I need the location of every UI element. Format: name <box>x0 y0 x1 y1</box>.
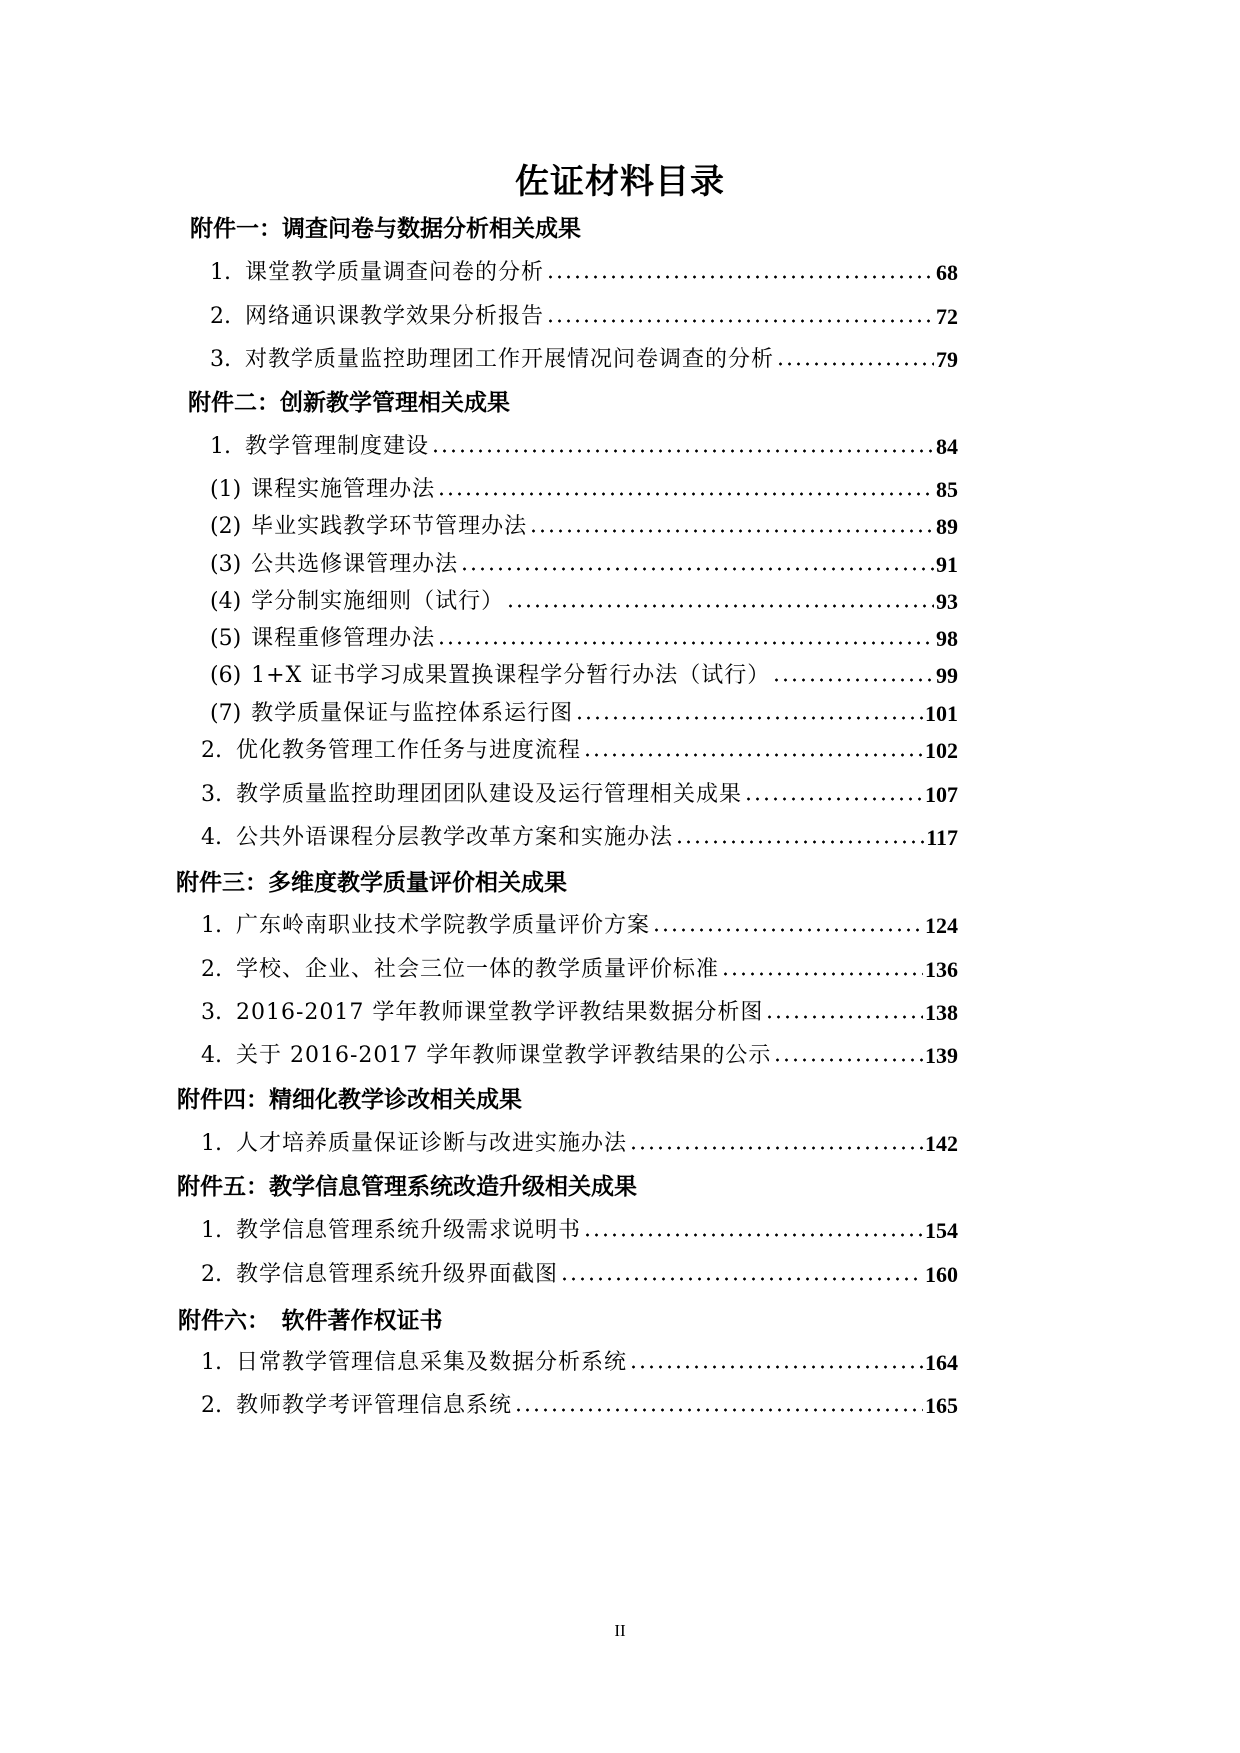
toc-entry-number: (2) <box>210 514 242 539</box>
toc-entry-title: 毕业实践教学环节管理办法 <box>251 514 528 539</box>
toc-entry-page: 117 <box>926 825 958 850</box>
toc-entry-page: 124 <box>925 913 958 938</box>
toc-entry[interactable] <box>210 475 958 505</box>
toc-leader-dots <box>772 677 934 683</box>
toc-entry-page: 98 <box>936 626 958 651</box>
toc-leader-dots <box>765 1014 923 1020</box>
toc-section-heading[interactable]: 附件五：教学信息管理系统改造升级相关成果 <box>177 1174 637 1200</box>
toc-entry-title: 公共选修课管理办法 <box>251 552 459 577</box>
toc-entry-number: (3) <box>210 552 242 577</box>
toc-leader-dots <box>652 927 923 933</box>
toc-entry[interactable] <box>201 998 958 1028</box>
toc-entry-number: (6) <box>210 663 242 688</box>
toc-entry-number: 1. <box>201 1131 222 1156</box>
toc-entry-title: 学校、企业、社会三位一体的教学质量评价标准 <box>236 957 720 982</box>
toc-entry-number: 1. <box>201 1218 222 1243</box>
toc-entry-number: 3. <box>210 347 231 372</box>
toc-entry-title: 公共外语课程分层教学改革方案和实施办法 <box>236 825 674 850</box>
toc-entry[interactable] <box>201 1260 958 1290</box>
toc-entry-page: 138 <box>925 1000 958 1025</box>
toc-entry-title: 教学管理制度建设 <box>245 434 430 459</box>
toc-leader-dots <box>560 1276 923 1282</box>
toc-entry-page: 102 <box>925 738 958 763</box>
toc-entry-page: 136 <box>925 957 958 982</box>
toc-entry-number: 1. <box>201 913 222 938</box>
toc-leader-dots <box>583 1232 923 1238</box>
toc-leader-dots <box>506 603 934 609</box>
toc-entry-page: 99 <box>936 663 958 688</box>
toc-leader-dots <box>575 715 923 721</box>
toc-entry-title: 关于 2016-2017 学年教师课堂教学评教结果的公示 <box>236 1043 772 1068</box>
toc-entry-page: 91 <box>936 552 958 577</box>
toc-entry-number: 1. <box>210 434 231 459</box>
toc-entry-number: (1) <box>210 477 242 502</box>
toc-section-heading[interactable]: 附件二：创新教学管理相关成果 <box>188 390 510 416</box>
toc-entry-title: 教学信息管理系统升级界面截图 <box>236 1262 559 1287</box>
toc-entry-title: 学分制实施细则（试行） <box>251 589 505 614</box>
toc-entry[interactable] <box>201 911 958 941</box>
toc-entry-page: 79 <box>936 347 958 372</box>
toc-entry-title: 1+X 证书学习成果置换课程学分暂行办法（试行） <box>251 663 771 688</box>
toc-leader-dots <box>675 839 924 845</box>
toc-leader-dots <box>546 274 934 280</box>
toc-entry-page: 101 <box>925 701 958 726</box>
toc-leader-dots <box>460 566 934 572</box>
toc-entry-title: 教学质量监控助理团团队建设及运行管理相关成果 <box>236 782 743 807</box>
toc-entry-title: 2016-2017 学年教师课堂教学评教结果数据分析图 <box>236 1000 764 1025</box>
toc-leader-dots <box>437 491 934 497</box>
toc-entry[interactable] <box>210 345 958 375</box>
toc-entry-title: 优化教务管理工作任务与进度流程 <box>236 738 582 763</box>
toc-entry-number: (7) <box>210 701 242 726</box>
toc-entry-number: 3. <box>201 782 222 807</box>
toc-entry[interactable] <box>210 550 958 580</box>
toc-entry-number: (4) <box>210 589 242 614</box>
toc-entry-title: 广东岭南职业技术学院教学质量评价方案 <box>236 913 651 938</box>
toc-leader-dots <box>629 1364 923 1370</box>
toc-leader-dots <box>744 796 923 802</box>
toc-entry[interactable] <box>210 587 958 617</box>
toc-entry-title: 课程重修管理办法 <box>251 626 436 651</box>
toc-entry-page: 154 <box>925 1218 958 1243</box>
toc-entry-title: 教学质量保证与监控体系运行图 <box>251 701 574 726</box>
toc-section-heading[interactable]: 附件四：精细化教学诊改相关成果 <box>177 1087 522 1113</box>
toc-leader-dots <box>437 640 934 646</box>
toc-entry[interactable] <box>201 955 958 985</box>
toc-section-heading[interactable]: 附件一：调查问卷与数据分析相关成果 <box>190 216 581 242</box>
toc-section-heading[interactable]: 附件六： 软件著作权证书 <box>178 1308 443 1334</box>
toc-entry-title: 日常教学管理信息采集及数据分析系统 <box>236 1350 628 1375</box>
toc-entry-number: 3. <box>201 1000 222 1025</box>
toc-entry-page: 164 <box>925 1350 958 1375</box>
toc-entry-page: 107 <box>925 782 958 807</box>
toc-entry-page: 139 <box>925 1043 958 1068</box>
toc-entry-page: 72 <box>936 304 958 329</box>
toc-entry-title: 教学信息管理系统升级需求说明书 <box>236 1218 582 1243</box>
toc-leader-dots <box>431 448 934 454</box>
toc-entry[interactable] <box>210 258 958 288</box>
toc-entry-number: 4. <box>201 1043 222 1068</box>
toc-entry-page: 84 <box>936 434 958 459</box>
toc-entry[interactable] <box>201 736 958 766</box>
toc-entry-number: 2. <box>201 738 222 763</box>
toc-entry-page: 85 <box>936 477 958 502</box>
toc-entry[interactable] <box>201 1348 958 1378</box>
toc-entry-title: 网络通识课教学效果分析报告 <box>245 304 545 329</box>
toc-entry-page: 89 <box>936 514 958 539</box>
toc-leader-dots <box>529 528 934 534</box>
toc-leader-dots <box>629 1145 923 1151</box>
toc-entry-page: 68 <box>936 260 958 285</box>
toc-entry-title: 课堂教学质量调查问卷的分析 <box>245 260 545 285</box>
toc-entry-number: 2. <box>201 957 222 982</box>
toc-entry[interactable] <box>210 512 958 542</box>
toc-entry-title: 对教学质量监控助理团工作开展情况问卷调查的分析 <box>245 347 775 372</box>
toc-entry-title: 人才培养质量保证诊断与改进实施办法 <box>236 1131 628 1156</box>
toc-leader-dots <box>583 752 923 758</box>
page-title: 佐证材料目录 <box>515 162 725 202</box>
toc-entry[interactable] <box>210 624 958 654</box>
toc-entry-number: 2. <box>210 304 231 329</box>
toc-entry-number: 4. <box>201 825 222 850</box>
toc-entry-number: 1. <box>201 1350 222 1375</box>
toc-entry-page: 93 <box>936 589 958 614</box>
toc-entry-title: 课程实施管理办法 <box>251 477 436 502</box>
toc-leader-dots <box>721 971 923 977</box>
toc-entry[interactable] <box>201 1041 958 1071</box>
toc-entry[interactable] <box>201 780 958 810</box>
toc-entry-number: 1. <box>210 260 231 285</box>
toc-entry[interactable] <box>210 432 958 462</box>
toc-leader-dots <box>514 1407 923 1413</box>
toc-entry[interactable] <box>201 1129 958 1159</box>
toc-entry[interactable] <box>210 302 958 332</box>
toc-entry-title: 教师教学考评管理信息系统 <box>236 1393 513 1418</box>
toc-section-heading[interactable]: 附件三：多维度教学质量评价相关成果 <box>176 870 567 896</box>
toc-entry[interactable] <box>210 661 958 691</box>
toc-entry-number: 2. <box>201 1262 222 1287</box>
page-number: II <box>614 1621 626 1640</box>
toc-entry[interactable] <box>201 823 958 853</box>
toc-entry[interactable] <box>201 1391 958 1421</box>
toc-entry[interactable] <box>210 699 958 729</box>
toc-leader-dots <box>776 361 934 367</box>
toc-entry-number: (5) <box>210 626 242 651</box>
toc-leader-dots <box>546 318 934 324</box>
toc-entry-page: 142 <box>925 1131 958 1156</box>
toc-entry-number: 2. <box>201 1393 222 1418</box>
toc-leader-dots <box>773 1057 923 1063</box>
toc-entry-page: 165 <box>925 1393 958 1418</box>
toc-entry[interactable] <box>201 1216 958 1246</box>
toc-entry-page: 160 <box>925 1262 958 1287</box>
